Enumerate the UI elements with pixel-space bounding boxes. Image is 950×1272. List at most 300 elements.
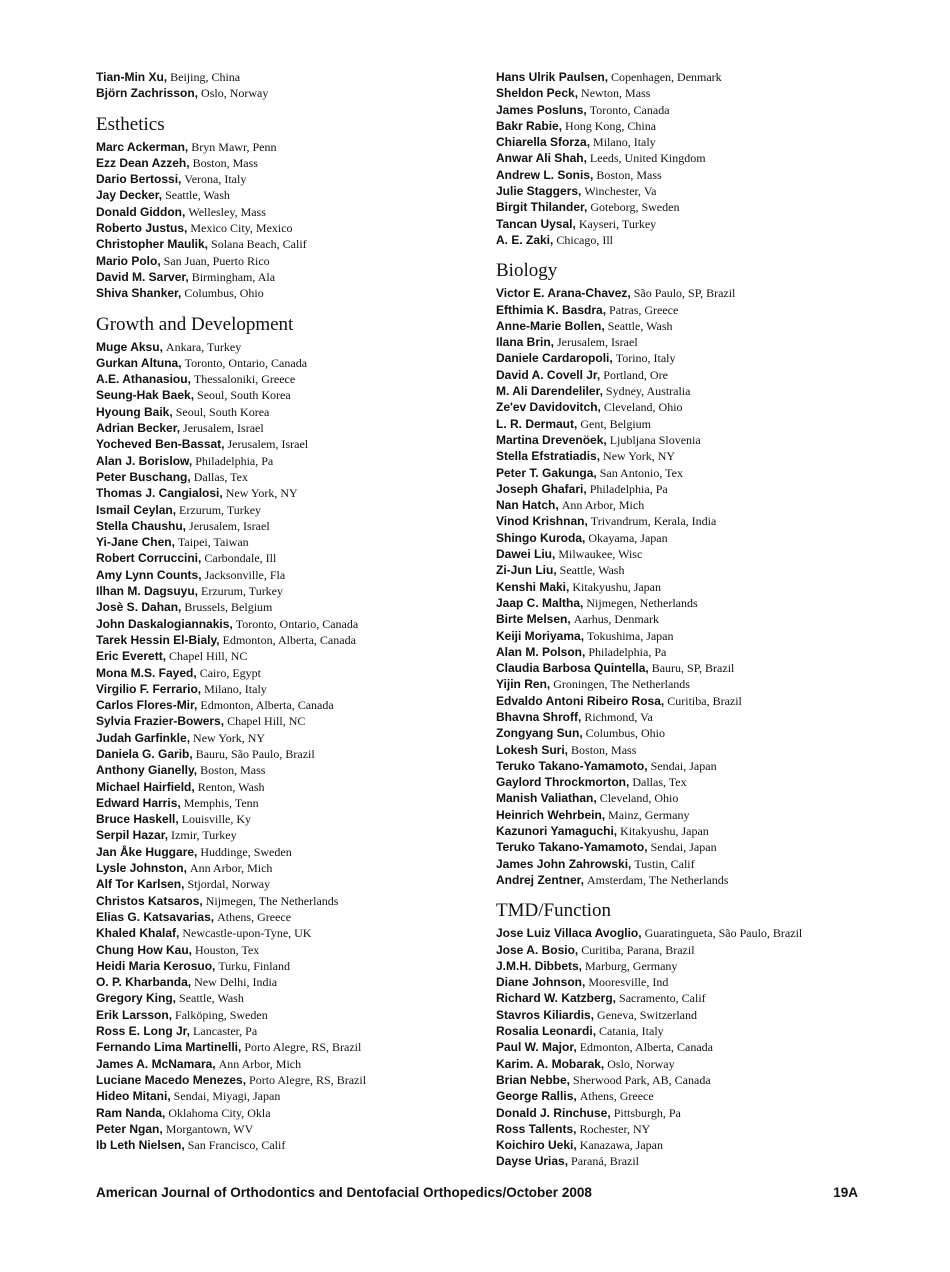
reviewer-entry — [496, 416, 916, 432]
reviewer-entry — [96, 990, 481, 1006]
reviewer-entry — [496, 302, 916, 318]
reviewer-name: Andrew L. Sonis, — [496, 167, 594, 182]
reviewer-name: Teruko Takano-Yamamoto, — [496, 758, 648, 773]
reviewer-entry — [496, 872, 916, 888]
reviewer-location: Nijmegen, Netherlands — [586, 595, 698, 610]
reviewer-entry — [496, 1007, 916, 1023]
reviewer-entry — [96, 285, 481, 301]
reviewer-entry — [96, 730, 481, 746]
reviewer-entry — [496, 69, 916, 85]
reviewer-location: Patras, Greece — [609, 302, 679, 317]
reviewer-entry — [96, 925, 481, 941]
reviewer-entry — [96, 1007, 481, 1023]
reviewer-list — [496, 285, 916, 888]
reviewer-name: Christopher Maulik, — [96, 237, 209, 252]
reviewer-entry — [496, 150, 916, 166]
reviewer-location: Jerusalem, Israel — [189, 518, 270, 533]
reviewer-entry — [496, 448, 916, 464]
reviewer-location: Turku, Finland — [218, 958, 290, 973]
reviewer-name: Josè S. Dahan, — [96, 600, 182, 615]
reviewer-location: Gent, Belgium — [580, 416, 652, 431]
reviewer-name: Richard W. Katzberg, — [496, 991, 617, 1006]
reviewer-entry — [496, 790, 916, 806]
reviewer-entry — [96, 779, 481, 795]
reviewer-location: Newton, Mass — [581, 86, 651, 101]
reviewer-location: Sydney, Australia — [605, 384, 691, 399]
reviewer-name: Teruko Takano-Yamamoto, — [496, 840, 648, 855]
reviewer-name: Sheldon Peck, — [496, 86, 579, 101]
reviewer-location: Morgantown, WV — [165, 1121, 254, 1136]
reviewer-name: Mona M.S. Fayed, — [96, 665, 197, 680]
reviewer-location: Houston, Tex — [195, 942, 260, 957]
reviewer-entry — [496, 562, 916, 578]
reviewer-name: J.M.H. Dibbets, — [496, 958, 583, 973]
reviewer-location: Ann Arbor, Mich — [218, 1056, 302, 1071]
reviewer-name: A.E. Athanasiou, — [96, 372, 191, 387]
reviewer-name: George Rallis, — [496, 1089, 577, 1104]
reviewer-name: Joseph Ghafari, — [496, 481, 587, 496]
reviewer-location: Falköping, Sweden — [175, 1007, 268, 1022]
reviewer-entry — [96, 85, 481, 101]
reviewer-location: Izmir, Turkey — [171, 828, 237, 843]
reviewer-location: Paraná, Brazil — [571, 1154, 640, 1169]
reviewer-entry — [96, 534, 481, 550]
reviewer-name: Zi-Jun Liu, — [496, 563, 557, 578]
reviewer-name: Judah Garfinkle, — [96, 730, 191, 745]
reviewer-entry — [496, 628, 916, 644]
reviewer-entry — [96, 811, 481, 827]
reviewer-location: San Francisco, Calif — [187, 1138, 286, 1153]
reviewer-name: Alf Tor Karlsen, — [96, 877, 185, 892]
reviewer-location: Mooresville, Ind — [588, 975, 669, 990]
reviewer-name: Edward Harris, — [96, 795, 181, 810]
reviewer-location: Seattle, Wash — [179, 991, 244, 1006]
reviewer-entry — [96, 1121, 481, 1137]
reviewer-entry — [496, 1137, 916, 1153]
reviewer-entry — [496, 1039, 916, 1055]
reviewer-entry — [496, 134, 916, 150]
reviewer-location: Ann Arbor, Mich — [561, 498, 645, 513]
reviewer-location: Ljubljana Slovenia — [609, 432, 701, 447]
reviewer-entry — [96, 844, 481, 860]
reviewer-location: Stjordal, Norway — [187, 877, 271, 892]
reviewer-location: Athens, Greece — [579, 1089, 654, 1104]
reviewer-location: Aarhus, Denmark — [573, 612, 660, 627]
reviewer-name: Julie Staggers, — [496, 184, 582, 199]
reviewer-name: M. Ali Darendeliler, — [496, 384, 603, 399]
section-heading-growth-and-development: Growth and Development — [96, 313, 294, 335]
reviewer-name: Edvaldo Antoni Ribeiro Rosa, — [496, 693, 665, 708]
reviewer-name: Ezz Dean Azzeh, — [96, 155, 190, 170]
reviewer-location: Cleveland, Ohio — [599, 791, 679, 806]
reviewer-name: Zongyang Sun, — [496, 726, 583, 741]
reviewer-entry — [96, 69, 481, 85]
reviewer-entry — [96, 155, 481, 171]
reviewer-entry — [496, 481, 916, 497]
reviewer-name: James John Zahrowski, — [496, 856, 632, 871]
reviewer-name: Tarek Hessin El-Bialy, — [96, 632, 220, 647]
reviewer-name: Andrej Zentner, — [496, 872, 585, 887]
reviewer-name: Amy Lynn Counts, — [96, 567, 202, 582]
reviewer-name: Ram Nanda, — [96, 1105, 166, 1120]
reviewer-entry — [96, 958, 481, 974]
reviewer-location: Seoul, South Korea — [175, 404, 270, 419]
reviewer-name: Alan M. Polson, — [496, 644, 586, 659]
reviewer-location: Boston, Mass — [200, 763, 266, 778]
left-column — [96, 69, 481, 1153]
reviewer-entry — [96, 893, 481, 909]
reviewer-location: Tokushima, Japan — [587, 628, 674, 643]
reviewer-location: San Antonio, Tex — [599, 465, 683, 480]
reviewer-location: Jerusalem, Israel — [183, 421, 264, 436]
reviewer-location: Groningen, The Netherlands — [553, 677, 690, 692]
reviewer-location: Okayama, Japan — [588, 530, 668, 545]
reviewer-location: Taipei, Taiwan — [177, 535, 249, 550]
page-footer — [96, 1185, 858, 1200]
reviewer-entry — [496, 579, 916, 595]
reviewer-entry — [96, 681, 481, 697]
reviewer-name: Paul W. Major, — [496, 1040, 577, 1055]
reviewer-entry — [96, 1088, 481, 1104]
reviewer-name: Peter Ngan, — [96, 1121, 163, 1136]
reviewer-name: James Posluns, — [496, 102, 587, 117]
reviewer-location: Guaratingueta, São Paulo, Brazil — [644, 926, 803, 941]
reviewer-name: Tancan Uysal, — [496, 216, 576, 231]
reviewer-name: Björn Zachrisson, — [96, 86, 199, 101]
reviewer-location: Boston, Mass — [571, 742, 637, 757]
reviewer-name: Donald J. Rinchuse, — [496, 1105, 611, 1120]
reviewer-name: Yi-Jane Chen, — [96, 535, 175, 550]
reviewer-name: Ross Tallents, — [496, 1121, 577, 1136]
reviewer-location: Milano, Italy — [204, 681, 267, 696]
reviewer-name: David A. Covell Jr, — [496, 367, 601, 382]
reviewer-name: Erik Larsson, — [96, 1007, 173, 1022]
reviewer-entry — [96, 795, 481, 811]
reviewer-entry — [96, 485, 481, 501]
reviewer-name: Shingo Kuroda, — [496, 530, 586, 545]
reviewer-location: Toronto, Ontario, Canada — [235, 616, 359, 631]
reviewer-location: Sacramento, Calif — [619, 991, 706, 1006]
reviewer-entry — [496, 1056, 916, 1072]
reviewer-name: Serpil Hazar, — [96, 828, 169, 843]
reviewer-entry — [496, 1121, 916, 1137]
reviewer-entry — [96, 453, 481, 469]
reviewer-entry — [96, 942, 481, 958]
reviewer-list — [496, 925, 916, 1169]
reviewer-location: Nijmegen, The Netherlands — [205, 893, 339, 908]
reviewer-name: Carlos Flores-Mir, — [96, 698, 198, 713]
reviewer-name: Daniela G. Garib, — [96, 746, 193, 761]
reviewer-entry — [496, 513, 916, 529]
reviewer-name: Dawei Liu, — [496, 547, 556, 562]
reviewer-location: Tustin, Calif — [634, 856, 695, 871]
reviewer-name: Gurkan Altuna, — [96, 355, 182, 370]
reviewer-location: Amsterdam, The Netherlands — [587, 872, 729, 887]
reviewer-name: Heinrich Wehrbein, — [496, 807, 606, 822]
reviewer-location: Trivandrum, Kerala, India — [590, 514, 717, 529]
reviewer-name: Jan Åke Huggare, — [96, 844, 198, 859]
reviewer-entry — [96, 339, 481, 355]
reviewer-name: Lysle Johnston, — [96, 861, 187, 876]
reviewer-entry — [96, 746, 481, 762]
reviewer-name: Shiva Shanker, — [96, 286, 182, 301]
reviewer-entry — [96, 567, 481, 583]
reviewer-location: Athens, Greece — [217, 909, 292, 924]
reviewer-entry — [96, 420, 481, 436]
reviewer-location: Richmond, Va — [584, 709, 653, 724]
reviewer-entry — [496, 660, 916, 676]
reviewer-location: Sendai, Japan — [650, 758, 717, 773]
reviewer-location: Toronto, Ontario, Canada — [184, 355, 308, 370]
reviewer-name: Alan J. Borislow, — [96, 453, 193, 468]
reviewer-location: Edmonton, Alberta, Canada — [222, 632, 356, 647]
reviewer-location: Rochester, NY — [579, 1121, 651, 1136]
reviewer-entry — [496, 334, 916, 350]
reviewer-location: Leeds, United Kingdom — [589, 151, 706, 166]
reviewer-location: Philadelphia, Pa — [589, 481, 668, 496]
reviewer-name: Kenshi Maki, — [496, 579, 570, 594]
reviewer-location: New York, NY — [193, 730, 266, 745]
reviewer-name: L. R. Dermaut, — [496, 416, 578, 431]
reviewer-name: Manish Valiathan, — [496, 791, 597, 806]
reviewer-name: Gregory King, — [96, 991, 177, 1006]
reviewer-name: Hyoung Baik, — [96, 404, 173, 419]
reviewer-location: New Delhi, India — [194, 975, 278, 990]
reviewer-location: Marburg, Germany — [585, 958, 678, 973]
reviewer-location: Thessaloniki, Greece — [193, 372, 296, 387]
reviewer-location: Memphis, Tenn — [183, 795, 259, 810]
reviewer-entry — [496, 693, 916, 709]
reviewer-location: Seattle, Wash — [607, 318, 673, 333]
reviewer-entry — [496, 611, 916, 627]
reviewer-entry — [496, 546, 916, 562]
reviewer-name: Dario Bertossi, — [96, 172, 182, 187]
reviewer-location: Philadelphia, Pa — [588, 644, 667, 659]
reviewer-entry — [96, 436, 481, 452]
reviewer-entry — [496, 942, 916, 958]
reviewer-location: Portland, Ore — [603, 367, 668, 382]
reviewer-location: Jacksonville, Fla — [204, 567, 286, 582]
reviewer-entry — [496, 856, 916, 872]
reviewer-name: Peter Buschang, — [96, 469, 191, 484]
reviewer-entry — [96, 762, 481, 778]
reviewer-location: Bryn Mawr, Penn — [191, 139, 277, 154]
reviewer-entry — [96, 220, 481, 236]
reviewer-location: Porto Alegre, RS, Brazil — [244, 1040, 362, 1055]
reviewer-name: Jose A. Bosio, — [496, 942, 579, 957]
reviewer-location: Milano, Italy — [593, 135, 656, 150]
reviewer-name: Jay Decker, — [96, 188, 163, 203]
reviewer-name: Marc Ackerman, — [96, 139, 189, 154]
reviewer-entry — [96, 909, 481, 925]
reviewer-location: Chicago, Ill — [556, 232, 614, 247]
reviewer-name: Fernando Lima Martinelli, — [96, 1040, 242, 1055]
reviewer-location: Sendai, Japan — [650, 840, 717, 855]
reviewer-location: Wellesley, Mass — [188, 204, 266, 219]
reviewer-name: Dayse Urias, — [496, 1154, 569, 1169]
reviewer-location: Ankara, Turkey — [165, 339, 242, 354]
reviewer-location: New York, NY — [603, 449, 676, 464]
reviewer-entry — [496, 318, 916, 334]
reviewer-entry — [96, 697, 481, 713]
reviewer-entry — [96, 713, 481, 729]
reviewer-location: Jerusalem, Israel — [557, 335, 638, 350]
reviewer-location: Geneva, Switzerland — [597, 1007, 698, 1022]
reviewer-name: Eric Everett, — [96, 649, 167, 664]
reviewer-name: Elias G. Katsavarias, — [96, 909, 215, 924]
reviewer-entry — [96, 502, 481, 518]
reviewer-name: Nan Hatch, — [496, 498, 559, 513]
section-heading-tmd-function: TMD/Function — [496, 900, 612, 922]
reviewer-location: Erzurum, Turkey — [201, 584, 284, 599]
reviewer-location: Solana Beach, Calif — [211, 237, 307, 252]
reviewer-name: Anwar Ali Shah, — [496, 151, 587, 166]
section-heading-esthetics: Esthetics — [96, 113, 165, 135]
reviewer-location: Columbus, Ohio — [585, 726, 666, 741]
reviewer-name: Robert Corruccini, — [96, 551, 202, 566]
reviewer-entry — [96, 204, 481, 220]
reviewer-location: Seoul, South Korea — [197, 388, 291, 403]
reviewer-entry — [496, 183, 916, 199]
reviewer-entry — [496, 350, 916, 366]
reviewer-entry — [496, 383, 916, 399]
reviewer-location: Kitakyushu, Japan — [572, 579, 662, 594]
reviewer-entry — [496, 285, 916, 301]
reviewer-name: Diane Johnson, — [496, 975, 586, 990]
reviewer-entry — [96, 1072, 481, 1088]
reviewer-name: Brian Nebbe, — [496, 1072, 571, 1087]
reviewer-location: Renton, Wash — [197, 779, 265, 794]
reviewer-location: Lancaster, Pa — [193, 1024, 258, 1039]
reviewer-name: Ilana Brin, — [496, 335, 555, 350]
reviewer-location: Seattle, Wash — [165, 188, 230, 203]
reviewer-entry — [496, 118, 916, 134]
reviewer-name: David M. Sarver, — [96, 269, 189, 284]
reviewer-entry — [96, 236, 481, 252]
reviewer-location: Oslo, Norway — [607, 1056, 675, 1071]
reviewer-entry — [496, 497, 916, 513]
reviewer-name: Roberto Justus, — [96, 221, 188, 236]
reviewer-entry — [96, 599, 481, 615]
reviewer-location: Copenhagen, Denmark — [611, 70, 722, 84]
reviewer-location: Edmonton, Alberta, Canada — [200, 698, 334, 713]
reviewer-location: Chapel Hill, NC — [227, 714, 306, 729]
reviewer-entry — [496, 1105, 916, 1121]
reviewer-location: Philadelphia, Pa — [195, 453, 274, 468]
reviewer-entry — [496, 1088, 916, 1104]
reviewer-name: Efthimia K. Basdra, — [496, 302, 607, 317]
reviewer-entry — [496, 102, 916, 118]
reviewer-name: Victor E. Arana-Chavez, — [496, 286, 631, 301]
reviewer-entry — [96, 860, 481, 876]
reviewer-entry — [96, 387, 481, 403]
reviewer-entry — [496, 399, 916, 415]
reviewer-entry — [96, 253, 481, 269]
reviewer-name: Anthony Gianelly, — [96, 763, 198, 778]
reviewer-location: Seattle, Wash — [559, 563, 625, 578]
reviewer-name: Kazunori Yamaguchi, — [496, 824, 618, 839]
reviewer-name: Muge Aksu, — [96, 339, 163, 354]
reviewer-entry — [96, 827, 481, 843]
journal-citation: American Journal of Orthodontics and Dentofacial Orthopedics/October 2008 — [96, 1185, 592, 1200]
reviewer-name: Keiji Moriyama, — [496, 628, 585, 643]
reviewer-entry — [496, 676, 916, 692]
reviewer-location: São Paulo, SP, Brazil — [633, 286, 736, 301]
reviewer-location: Toronto, Canada — [589, 102, 670, 117]
reviewer-entry — [96, 1023, 481, 1039]
reviewer-entry — [96, 355, 481, 371]
reviewer-name: Gaylord Throckmorton, — [496, 775, 630, 790]
reviewer-name: Mario Polo, — [96, 253, 161, 268]
reviewer-location: Kanazawa, Japan — [579, 1138, 663, 1153]
reviewer-entry — [96, 171, 481, 187]
reviewer-location: Torino, Italy — [615, 351, 676, 366]
reviewer-location: Huddinge, Sweden — [200, 844, 292, 859]
reviewer-entry — [496, 839, 916, 855]
reviewer-entry — [96, 187, 481, 203]
reviewer-entry — [496, 925, 916, 941]
reviewer-name: Vinod Krishnan, — [496, 514, 588, 529]
reviewer-location: Sendai, Miyagi, Japan — [173, 1089, 281, 1104]
reviewer-location: Goteborg, Sweden — [590, 200, 680, 215]
reviewer-name: A. E. Zaki, — [496, 232, 554, 247]
reviewer-name: Sylvia Frazier-Bowers, — [96, 714, 225, 729]
reviewer-entry — [96, 139, 481, 155]
reviewer-name: Birgit Thilander, — [496, 200, 588, 215]
reviewer-entry — [496, 465, 916, 481]
reviewer-name: James A. McNamara, — [96, 1056, 216, 1071]
reviewer-entry — [96, 583, 481, 599]
reviewer-entry — [496, 595, 916, 611]
reviewer-name: Donald Giddon, — [96, 204, 186, 219]
reviewer-entry — [96, 648, 481, 664]
reviewer-location: Chapel Hill, NC — [169, 649, 248, 664]
reviewer-entry — [96, 974, 481, 990]
reviewer-name: Heidi Maria Kerosuo, — [96, 958, 216, 973]
reviewer-location: Verona, Italy — [184, 172, 247, 187]
reviewer-name: Martina Drevenöek, — [496, 432, 607, 447]
reviewer-location: Cleveland, Ohio — [603, 400, 683, 415]
reviewer-name: Chiarella Sforza, — [496, 135, 591, 150]
reviewer-name: Karim. A. Mobarak, — [496, 1056, 605, 1071]
reviewer-entry — [96, 1137, 481, 1153]
reviewer-name: Ross E. Long Jr, — [96, 1024, 191, 1039]
reviewer-entry — [496, 367, 916, 383]
reviewer-location: Mexico City, Mexico — [190, 221, 293, 236]
reviewer-location: Bauru, SP, Brazil — [651, 661, 735, 676]
reviewer-entry — [96, 269, 481, 285]
reviewer-entry — [96, 876, 481, 892]
reviewer-location: Oklahoma City, Okla — [168, 1105, 271, 1120]
reviewer-location: Pittsburgh, Pa — [613, 1105, 681, 1120]
reviewer-entry — [96, 616, 481, 632]
reviewer-name: Virgilio F. Ferrario, — [96, 681, 202, 696]
reviewer-location: Curitiba, Brazil — [667, 693, 742, 708]
reviewer-entry — [96, 469, 481, 485]
reviewer-location: Louisville, Ky — [181, 812, 252, 827]
reviewer-name: Stavros Kiliardis, — [496, 1007, 595, 1022]
reviewer-entry — [496, 1072, 916, 1088]
reviewer-name: Hans Ulrik Paulsen, — [496, 70, 609, 84]
reviewer-name: Yocheved Ben-Bassat, — [96, 437, 225, 452]
reviewer-entry — [496, 823, 916, 839]
reviewer-entry — [496, 530, 916, 546]
reviewer-entry — [96, 1039, 481, 1055]
reviewer-location: Mainz, Germany — [608, 807, 690, 822]
reviewer-entry — [96, 518, 481, 534]
reviewer-entry — [496, 758, 916, 774]
section-heading-biology: Biology — [496, 260, 558, 282]
